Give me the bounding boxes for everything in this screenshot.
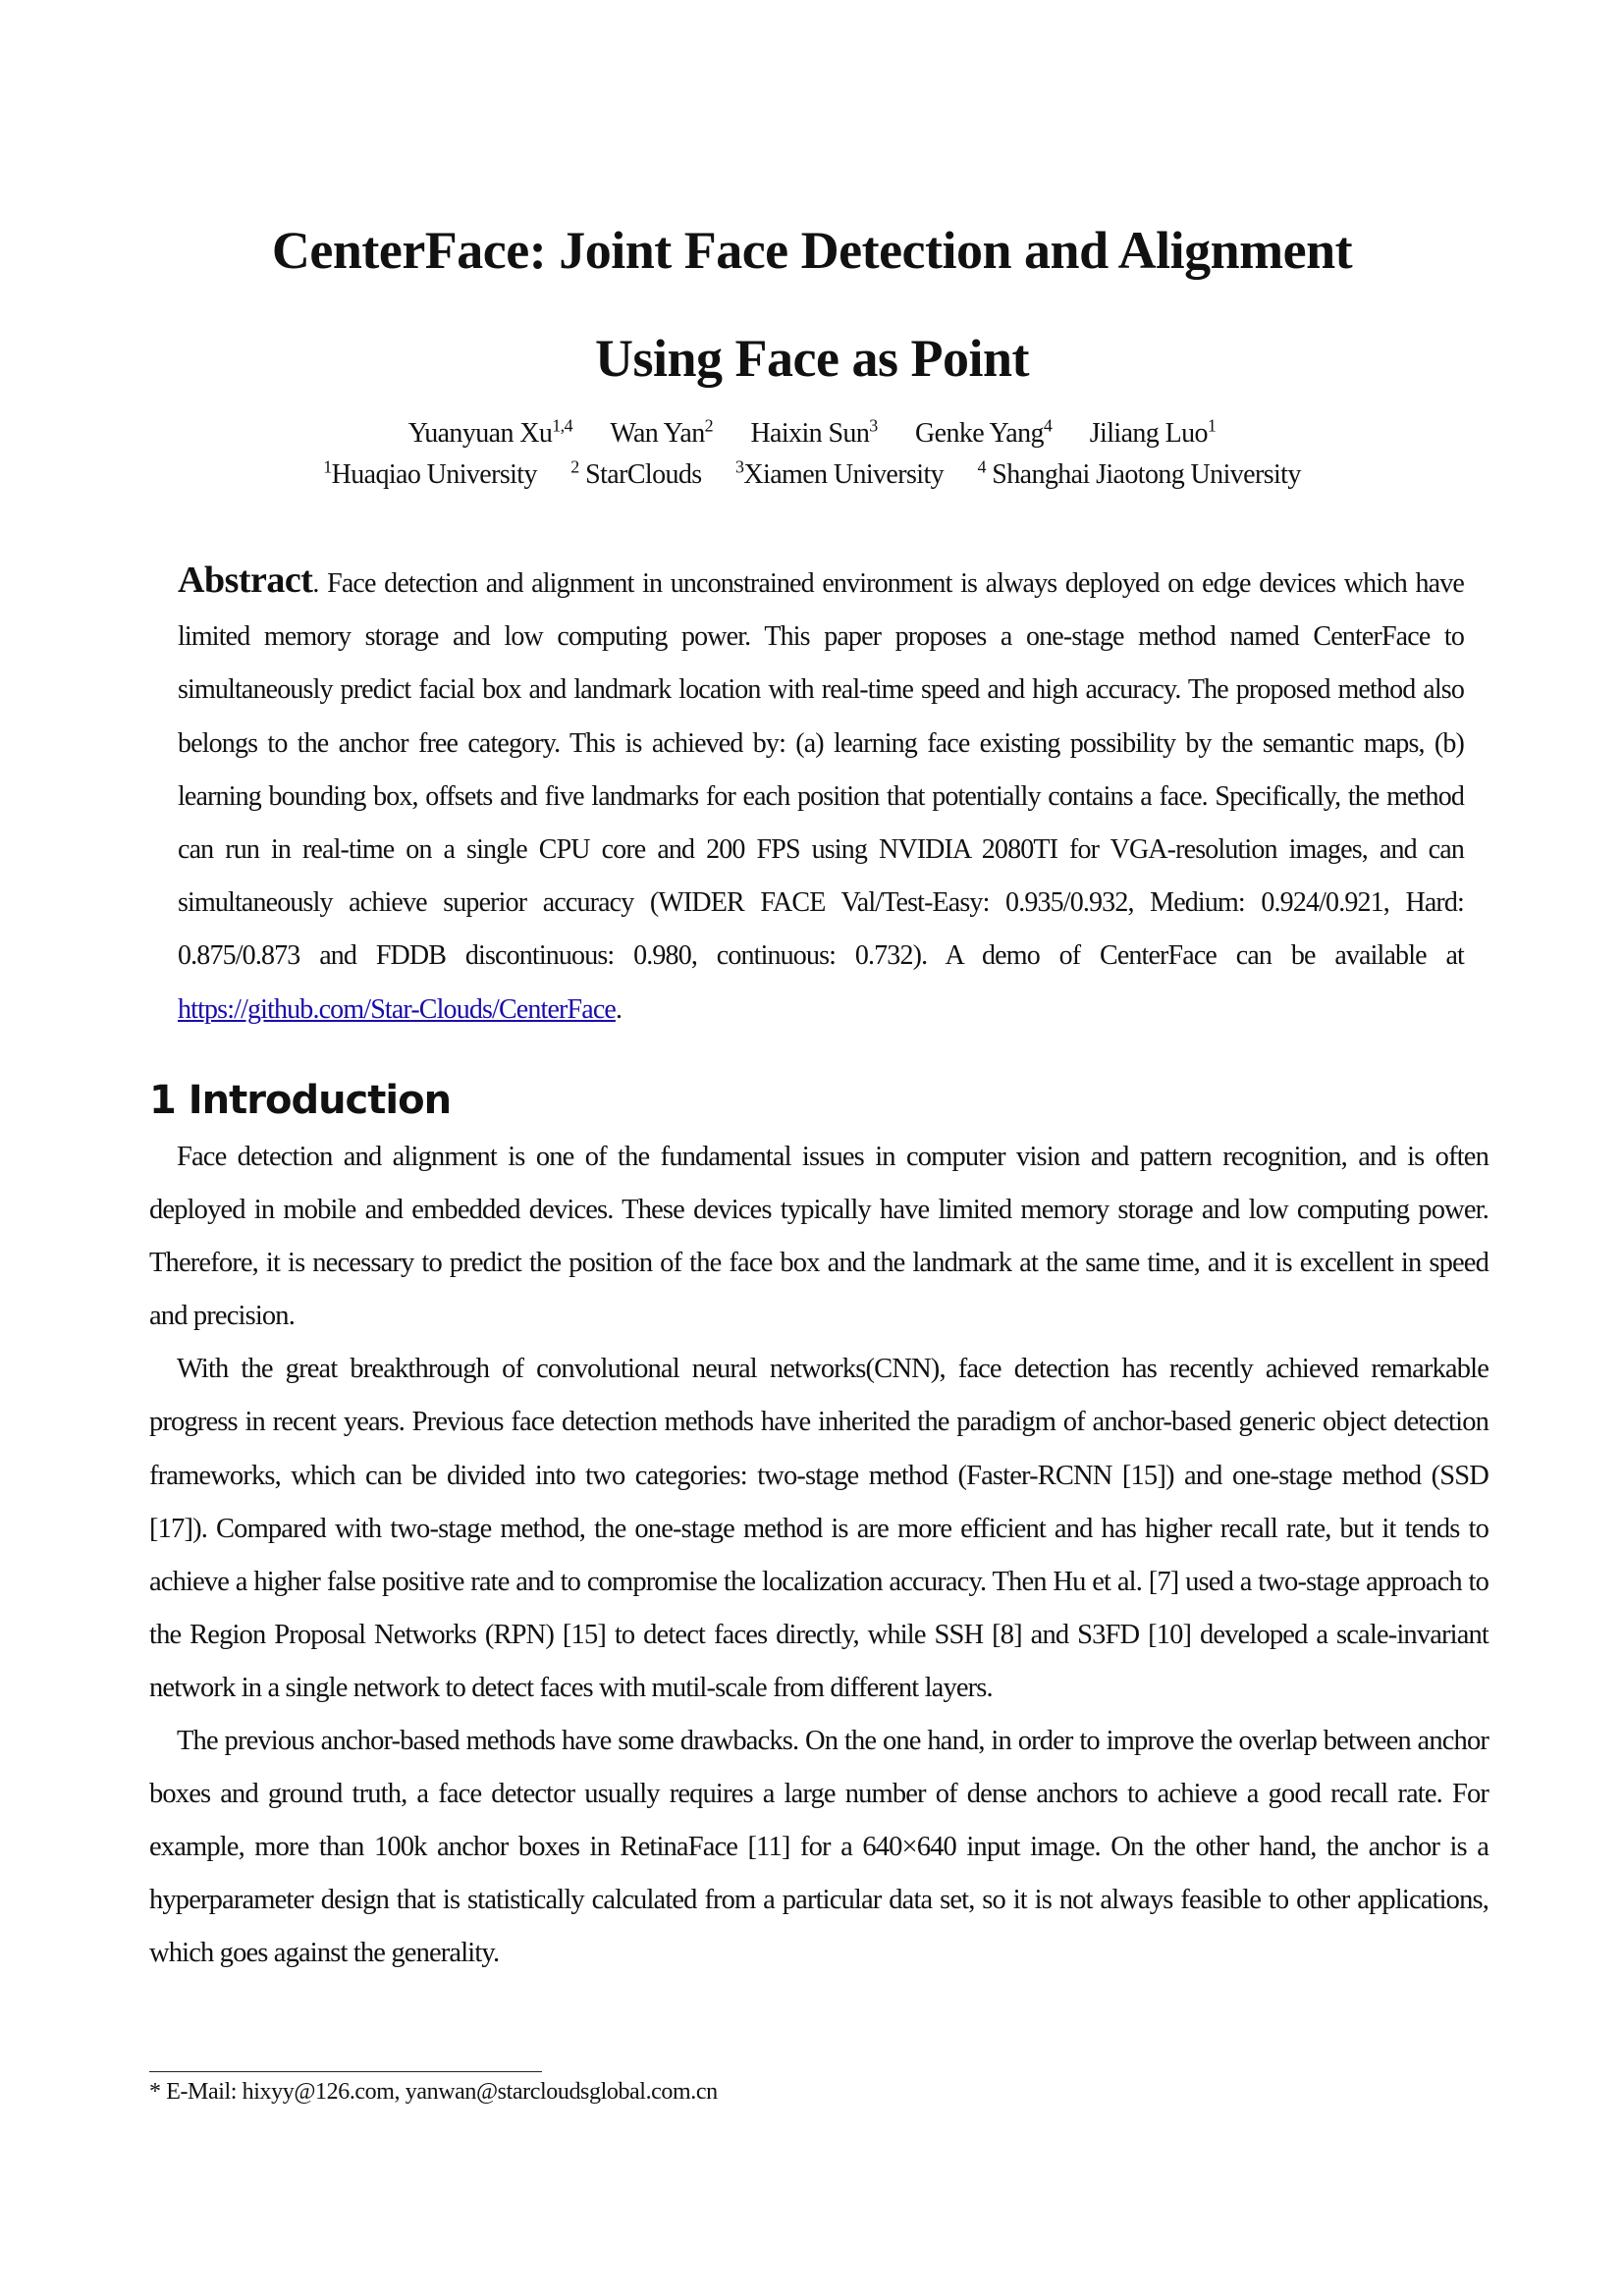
- abstract-text: . Face detection and alignment in unconstrained environment is always deployed on edge devices which have limited memory storage and low computing power. This paper proposes a one-stage method named CenterFace to simultaneously predict facial box and landmark location with real-time speed and high accuracy. The proposed method also belongs to the anchor free category. This is achieved by: (a) learning face existing possibility by the semantic maps, (b) learning bounding box, offsets and five landmarks for each position that potentially contains a face. Specifically, the method can run in real-time on a single CPU core and 200 FPS using NVIDIA 2080TI for VGA-resolution images, and can simultaneously achieve superior accuracy (WIDER FACE Val/Test-Easy: 0.935/0.932, Medium: 0.924/0.921, Hard: 0.875/0.873 and FDDB discontinuous: 0.980, continuous: 0.732). A demo of CenterFace can be available at: [178, 568, 1464, 972]
- paragraph: The previous anchor-based methods have some drawbacks. On the one hand, in order to improve the overlap between anchor boxes and ground truth, a face detector usually requires a large number of dense anchors to achieve a good recall rate. For example, more than 100k anchor boxes in RetinaFace [11] for a 640×640 input image. On the other hand, the anchor is a hyperparameter design that is statistically calculated from a particular data set, so it is not always feasible to other applications, which goes against the generality.: [149, 1726, 1489, 1969]
- footnote-divider: [149, 2071, 542, 2072]
- paper-title-line-1: CenterFace: Joint Face Detection and Alignment: [271, 221, 1353, 280]
- abstract-end: .: [615, 993, 623, 1025]
- abstract-label: Abstract: [178, 560, 313, 601]
- author-list: [147, 415, 1477, 450]
- abstract: [178, 554, 1464, 1037]
- author: Genke Yang$^4$: [915, 415, 1053, 449]
- affiliation: $^1$Huaqiao University: [323, 456, 537, 490]
- affiliation: $^4$ Shanghai Jiaotong University: [977, 456, 1301, 490]
- author: Jiliang Luo$^1$: [1089, 415, 1217, 449]
- paper-title-line-2: Using Face as Point: [595, 329, 1029, 388]
- introduction-body: [149, 1131, 1489, 1981]
- footnote-email: * E-Mail: hixyy@126.com, yanwan@starcloudsglobal.com.cn: [149, 2079, 718, 2105]
- affiliation: $^2$ StarClouds: [570, 456, 702, 490]
- author: Wan Yan$^2$: [610, 415, 714, 449]
- github-link[interactable]: https://github.com/Star-Clouds/CenterFace: [178, 993, 616, 1025]
- section-heading-introduction: 1 Introduction: [149, 1078, 452, 1123]
- affiliation: $^3$Xiamen University: [734, 456, 945, 490]
- affiliation-list: [147, 456, 1477, 491]
- author: Yuanyuan Xu$^{1,4}$: [407, 415, 572, 449]
- paragraph: With the great breakthrough of convolutional neural networks(CNN), face detection has recently achieved remarkable progress in recent years. Previous face detection methods have inherited the paradigm of anchor-based generic object detection frameworks, which can be divided into two categories: two-stage method (Faster-RCNN [15]) and one-stage method (SSD [17]). Compared with two-stage method, the one-stage method is are more efficient and has higher recall rate, but it tends to achieve a higher false positive rate and to compromise the localization accuracy. Then Hu et al. [7] used a two-stage approach to the Region Proposal Networks (RPN) [15] to detect faces directly, while SSH [8] and S3FD [10] developed a scale-invariant network in a single network to detect faces with mutil-scale from different layers.: [149, 1354, 1489, 1703]
- paragraph: Face detection and alignment is one of the fundamental issues in computer vision and pattern recognition, and is often deployed in mobile and embedded devices. These devices typically have limited memory storage and low computing power. Therefore, it is necessary to predict the position of the face box and the landmark at the same time, and it is excellent in speed and precision.: [149, 1142, 1489, 1332]
- author: Haixin Sun$^3$: [750, 415, 878, 449]
